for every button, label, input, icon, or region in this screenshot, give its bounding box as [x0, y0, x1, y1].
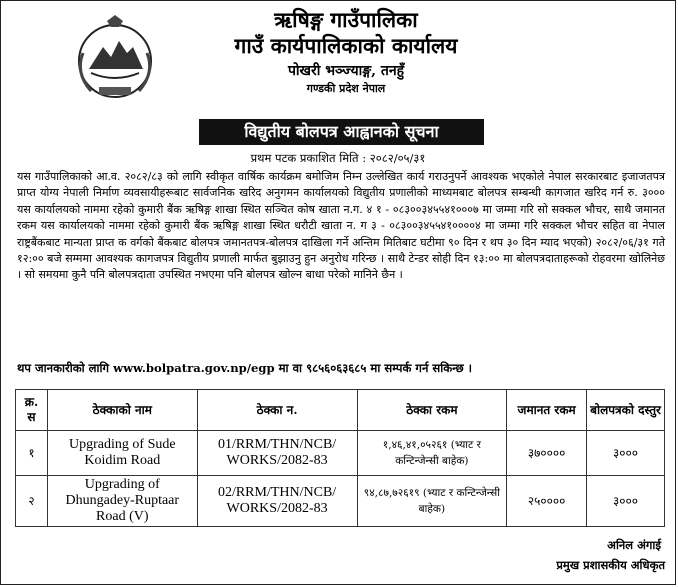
- cell-security: ३७००००: [507, 431, 587, 476]
- table-row: [16, 431, 665, 476]
- table-row: [16, 476, 665, 527]
- col-header-fee: बोलपत्रको दस्तुर: [587, 390, 665, 431]
- col-header-security: जमानत रकम: [507, 390, 587, 431]
- cell-name: Upgrading of Sude Koidim Road: [47, 431, 197, 476]
- published-date: प्रथम पटक प्रकाशित मिति : २०८२/०५/३१: [250, 151, 426, 165]
- cell-ref: 02/RRM/THN/NCB/ WORKS/2082-83: [197, 476, 357, 527]
- cell-sn: १: [16, 431, 48, 476]
- municipality-name: ऋषिङ्ग गाउँपालिका: [274, 7, 418, 32]
- contact-info: थप जानकारीको लागि www.bolpatra.gov.np/egp मा वा ९८५६०६३६८५ मा सम्पर्क गर्न सकिन्छ ।: [17, 361, 473, 375]
- government-emblem-icon: [69, 13, 161, 105]
- cell-amount: १,४६,४१,०५२६१ (भ्याट र कन्टिन्जेन्सी बाहेक): [357, 431, 507, 476]
- tender-table: [15, 389, 665, 527]
- cell-ref: 01/RRM/THN/NCB/ WORKS/2082-83: [197, 431, 357, 476]
- notice-body: यस गाउँपालिकाको आ.व. २०८२/८३ को लागि स्वीकृत वार्षिक कार्यक्रम बमोजिम निम्न उल्लेखित कार्य गराउनुपर्ने आवश्यक भएकोले नेपाल सरकारबाट इजाजतपत्र प्राप्त योग्य नेपाली निर्माण व्यवसायीहरूबाट सार्वजनिक खरिद अनुगमन कार्यालयको विद्युतीय प्रणालीको माध्यमबाट बोलपत्र सम्बन्धी कागजात खरिद गर्न रु. ३००० यस कार्यालयको नाममा रहेको कुमारी बैंक ऋषिङ्ग शाखा स्थित सञ्चित कोष खाता न.ग. ४ १ - ०८३००३४५५४१०००७ मा जम्मा गरि सो सक्कल भौचर, साथै जमानत रकम यस कार्यालयको नाममा रहेको कुमारी बैंक ऋषिङ्ग शाखा स्थित धरौटी खाता न. ग ३ - ०८३००३४५५४१००००४ मा जम्मा गरि सक्कल भौचर सहित वा नेपाल राष्ट्रबैंकबाट मान्यता प्राप्त क वर्गको बैंकबाट बोलपत्र जमानतपत्र-बोलपत्र दाखिला गर्ने अन्तिम मितिबाट घटीमा ९० दिन र थप ३० दिन म्याद भएको) २०८२/०६/३१ गते १२:०० बजे सम्ममा आवश्यक कागजपत्र विद्युतीय प्रणाली मार्फत बुझाउनु हुन अनुरोध गरिन्छ । साथै टेन्डर सोही दिन १३:०० मा बोलपत्रदाताहरूको रोहवरमा खोलिनेछ । सो समयमा कुनै पनि बोलपत्रदाता उपस्थित नभएमा पनि बोलपत्र खोल्न बाधा परेको मानिने छैन ।: [17, 170, 665, 282]
- office-header: [151, 7, 541, 97]
- cell-name: Upgrading of Dhungadey-Ruptaar Road (V): [47, 476, 197, 527]
- col-header-sn: क्र. स: [16, 390, 48, 431]
- office-name: गाउँ कार्यपालिकाको कार्यालय: [234, 33, 458, 58]
- notice-title-banner: विद्युतीय बोलपत्र आह्वानको सूचना: [199, 119, 484, 145]
- cell-security: २५००००: [507, 476, 587, 527]
- cell-fee: ३०००: [587, 431, 665, 476]
- signatory-name: अनिल अंगाई: [607, 538, 661, 552]
- office-location: पोखरी भञ्ज्याङ्ग, तनहुँ: [287, 63, 405, 79]
- signatory-title: प्रमुख प्रशासकीय अधिकृत: [556, 558, 665, 572]
- col-header-amount: ठेक्का रकम: [357, 390, 507, 431]
- col-header-ref: ठेक्का न.: [197, 390, 357, 431]
- col-header-name: ठेक्काको नाम: [47, 390, 197, 431]
- table-header-row: [16, 390, 665, 431]
- cell-fee: ३०००: [587, 476, 665, 527]
- cell-sn: २: [16, 476, 48, 527]
- province-name: गण्डकी प्रदेश नेपाल: [306, 82, 386, 95]
- cell-amount: ९४,८७,७२६१९ (भ्याट र कन्टिन्जेन्सी बाहेक): [357, 476, 507, 527]
